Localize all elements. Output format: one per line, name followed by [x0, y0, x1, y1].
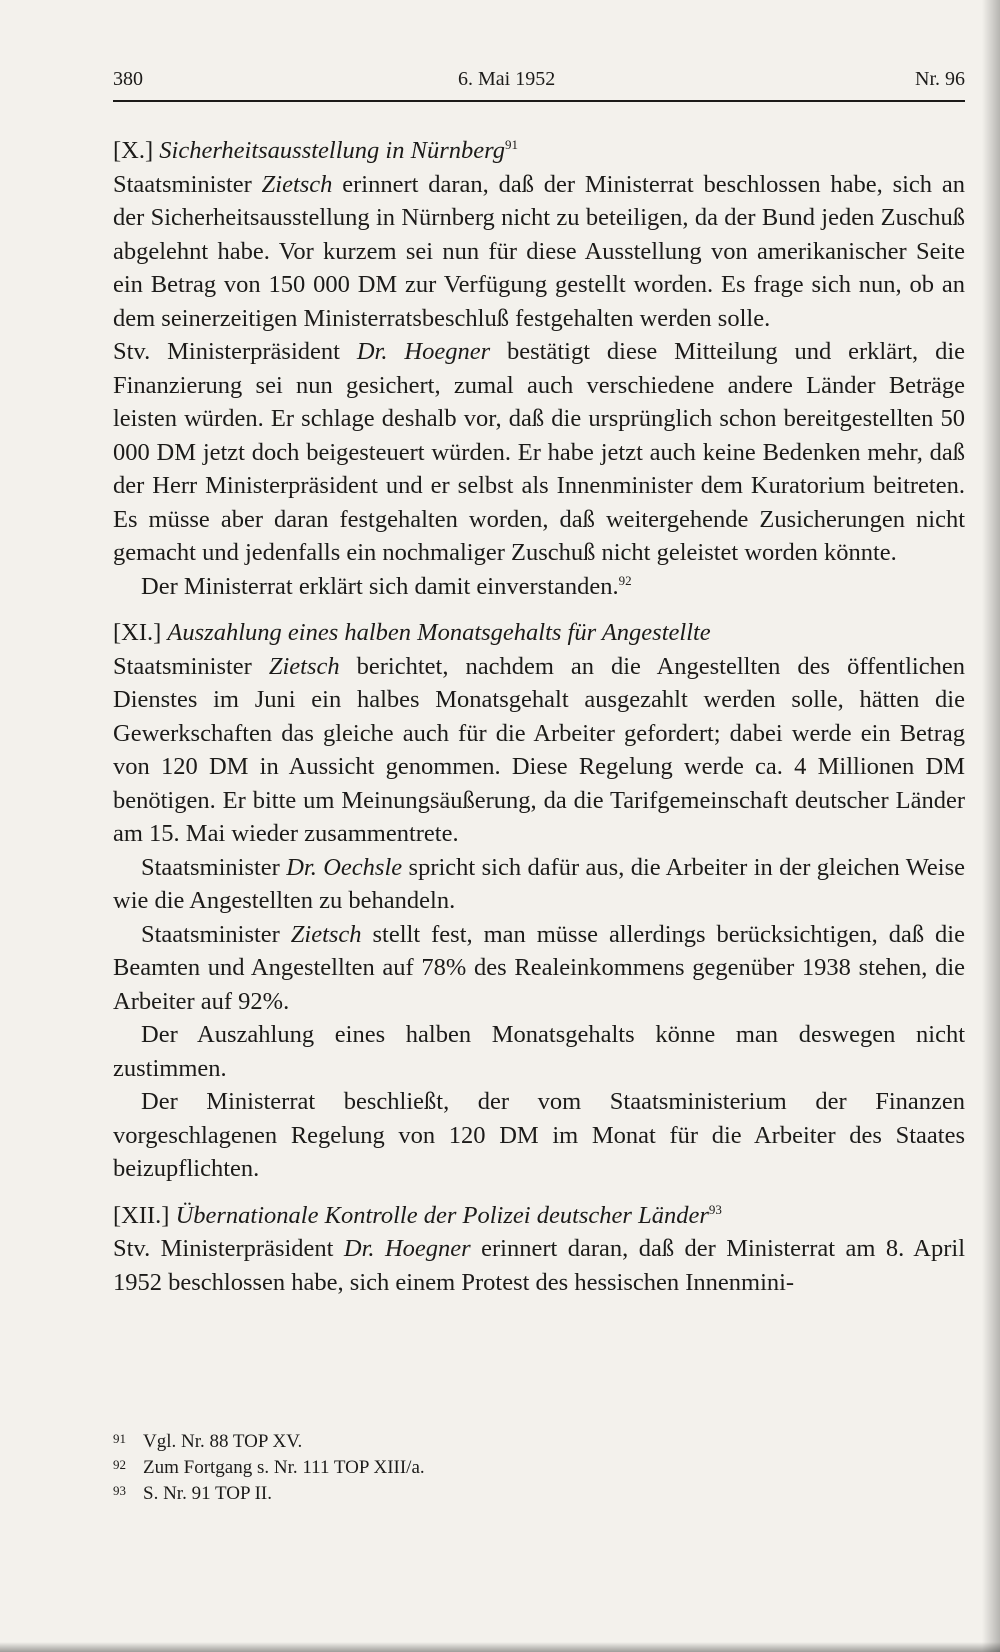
- paragraph: [113, 918, 965, 1019]
- paragraph-text: Der Ministerrat erklärt sich damit einverstanden.: [141, 572, 619, 600]
- section-heading: [113, 1199, 965, 1233]
- paragraph-text: spricht sich dafür aus, die Arbeiter in der gleichen Weise wie die Angestellten zu behandeln.: [113, 853, 965, 914]
- person-name: Zietsch: [290, 920, 362, 948]
- footnote-text: Zum Fortgang s. Nr. 111 TOP XIII/a.: [143, 1457, 425, 1478]
- person-name: Dr. Oechsle: [286, 853, 403, 881]
- paragraph-text: Staatsminister: [141, 920, 291, 948]
- person-name: Dr. Hoegner: [356, 338, 491, 365]
- footnote: [113, 1481, 965, 1507]
- person-name: Zietsch: [268, 652, 340, 680]
- paragraph: [113, 570, 965, 604]
- section-title: Übernationale Kontrolle der Polizei deutscher Länder: [175, 1201, 709, 1229]
- paragraph: [113, 851, 965, 918]
- footnote-ref: 91: [504, 137, 518, 152]
- paragraph-text: Staatsminister: [113, 652, 269, 680]
- paragraph-text: erinnert daran, daß der Ministerrat am 8. April 1952 beschlossen habe, sich einem Protest des hessischen Innenmini-: [113, 1235, 966, 1296]
- section-number: [XII.]: [113, 1201, 170, 1229]
- footnote-text: Vgl. Nr. 88 TOP XV.: [143, 1431, 303, 1452]
- paragraph: [113, 650, 965, 851]
- paragraph-text: stellt fest, man müsse allerdings berücksichtigen, daß die Beamten und Angestellten auf 78% des Realeinkommens gegenüber 1938 stehen, die Arbeiter auf 92%.: [113, 920, 965, 1015]
- footnote-number: 93: [113, 1483, 126, 1498]
- paragraph: [113, 1232, 965, 1299]
- page-edge-shadow: [982, 0, 1000, 1652]
- paragraph-text: Der Ministerrat beschließt, der vom Staatsministerium der Finanzen vorgeschlagenen Regelung von 120 DM im Monat für die Arbeiter des Staates beizupflichten.: [113, 1088, 965, 1182]
- document-body: [113, 134, 965, 1299]
- footnote: [113, 1455, 965, 1481]
- page-number: 380: [113, 68, 143, 90]
- section-heading: [113, 616, 965, 650]
- paragraph: [113, 1085, 965, 1186]
- paragraph: [113, 335, 965, 570]
- person-name: Zietsch: [261, 170, 333, 198]
- section-number: [X.]: [113, 137, 154, 164]
- header-issue-number: Nr. 96: [915, 68, 965, 90]
- running-header: [113, 66, 965, 102]
- paragraph-text: Staatsminister: [113, 170, 262, 198]
- paragraph-text: berichtet, nachdem an die Angestellten des öffentlichen Dienstes im Juni ein halbes Monatsgehalt ausgezahlt werden solle, hätten die Gewerkschaften das gleiche auch für die Arbeiter gefordert; dabei werde ein Betrag von 120 DM in Aussicht genommen. Diese Regelung werde ca. 4 Millionen DM benötigen. Er bitte um Meinungsäußerung, da die Tarifgemeinschaft deutscher Länder am 15. Mai wieder zusammentrete.: [113, 652, 965, 847]
- paragraph-text: bestätigt diese Mitteilung und erklärt, die Finanzierung sei nun gesichert, zumal auch verschiedene andere Länder Beträge leisten würden. Er schlage deshalb vor, daß die ursprünglich schon bereitgestellten 50 000 DM jetzt doch beigesteuert würden. Er habe jetzt auch keine Bedenken mehr, daß der Herr Ministerpräsident und er selbst als Innenminister dem Kuratorium beitreten. Es müsse aber daran festgehalten worden, daß weitergehende Zusicherungen nicht gemacht und jedenfalls ein nochmaliger Zuschuß nicht geleistet worden könnte.: [113, 338, 966, 566]
- footnote-text: S. Nr. 91 TOP II.: [143, 1483, 272, 1504]
- paragraph-text: Staatsminister: [141, 853, 287, 881]
- paragraph: [113, 168, 965, 336]
- section-title: Auszahlung eines halben Monatsgehalts für Angestellte: [167, 619, 711, 646]
- section-title: Sicherheitsausstellung in Nürnberg: [159, 137, 505, 164]
- paragraph: [113, 1018, 965, 1085]
- footnote-ref: 93: [708, 1201, 722, 1217]
- paragraph-text: Stv. Ministerpräsident: [113, 1235, 344, 1262]
- footnote-number: 91: [113, 1431, 126, 1446]
- footnote-ref: 92: [618, 572, 632, 588]
- page-bottom-shadow: [0, 1642, 1000, 1652]
- section-number: [XI.]: [113, 619, 162, 646]
- paragraph-text: Stv. Ministerpräsident: [113, 338, 357, 365]
- paragraph-text: erinnert daran, daß der Ministerrat beschlossen habe, sich an der Sicherheitsausstellung in Nürnberg nicht zu beteiligen, da der Bund jeden Zuschuß abgelehnt habe. Vor kurzem sei nun für diese Ausstellung von amerikanischer Seite ein Betrag von 150 000 DM zur Verfügung gestellt worden. Es frage sich nun, ob an dem seinerzeitigen Ministerratsbeschluß festgehalten werden solle.: [113, 170, 965, 332]
- footnote: [113, 1429, 965, 1455]
- person-name: Dr. Hoegner: [343, 1235, 471, 1262]
- footnotes: [113, 1429, 965, 1507]
- footnote-number: 92: [113, 1457, 126, 1472]
- paragraph-text: Der Auszahlung eines halben Monatsgehalts könne man deswegen nicht zustimmen.: [113, 1021, 965, 1082]
- section-heading: [113, 134, 965, 168]
- header-date: 6. Mai 1952: [458, 68, 556, 90]
